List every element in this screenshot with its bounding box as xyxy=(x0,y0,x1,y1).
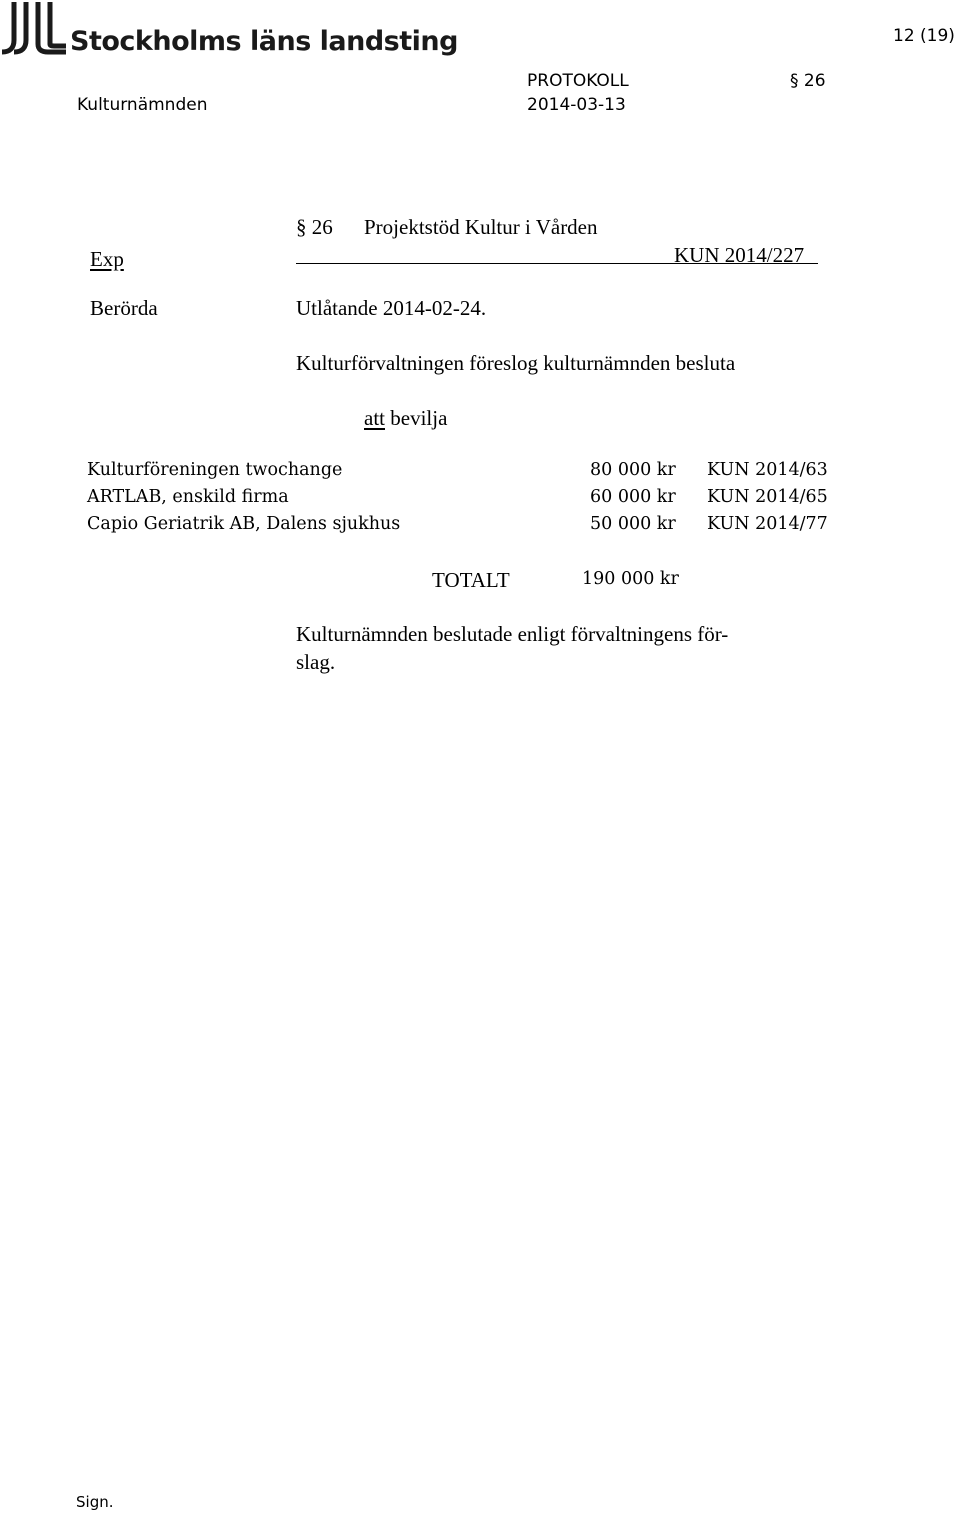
grant-amount: 50 000 kr xyxy=(590,514,676,534)
grant-case: KUN 2014/63 xyxy=(707,460,828,480)
case-number: KUN 2014/227 xyxy=(674,243,805,267)
att-word: att xyxy=(364,406,385,430)
statement: Utlåtande 2014-02-24. xyxy=(296,296,487,320)
grant-case: KUN 2014/77 xyxy=(707,514,828,534)
grant-amount: 80 000 kr xyxy=(590,460,676,480)
heading-rule xyxy=(296,263,818,264)
doc-type: PROTOKOLL xyxy=(527,71,629,91)
item-section: § 26 xyxy=(296,215,333,239)
grant-recipient: Capio Geriatrik AB, Dalens sjukhus xyxy=(87,514,401,534)
sign-label: Sign. xyxy=(76,1493,114,1511)
grant-amount: 60 000 kr xyxy=(590,487,676,507)
att-clause xyxy=(364,406,447,431)
meeting-date: 2014-03-13 xyxy=(527,95,626,115)
sll-logo-mark-icon xyxy=(0,0,70,60)
item-title: Projektstöd Kultur i Vården xyxy=(364,215,598,239)
org-name: Stockholms läns landsting xyxy=(70,26,458,57)
grant-recipient: ARTLAB, enskild firma xyxy=(87,487,289,507)
page-number: 12 (19) xyxy=(893,26,955,46)
exp-label: Exp xyxy=(90,247,124,271)
header-section: § 26 xyxy=(790,71,826,91)
grant-case: KUN 2014/65 xyxy=(707,487,828,507)
proposal-intro: Kulturförvaltningen föreslog kulturnämnden besluta xyxy=(296,351,736,375)
decision-line-2: slag. xyxy=(296,650,336,674)
att-rest: bevilja xyxy=(385,406,448,430)
total-amount: 190 000 kr xyxy=(582,569,679,589)
concerned-label: Berörda xyxy=(90,296,158,320)
total-label: TOTALT xyxy=(432,568,510,592)
grant-recipient: Kulturföreningen twochange xyxy=(87,460,343,480)
decision-line-1: Kulturnämnden beslutade enligt förvaltningens för- xyxy=(296,622,729,646)
committee-name: Kulturnämnden xyxy=(77,95,208,115)
